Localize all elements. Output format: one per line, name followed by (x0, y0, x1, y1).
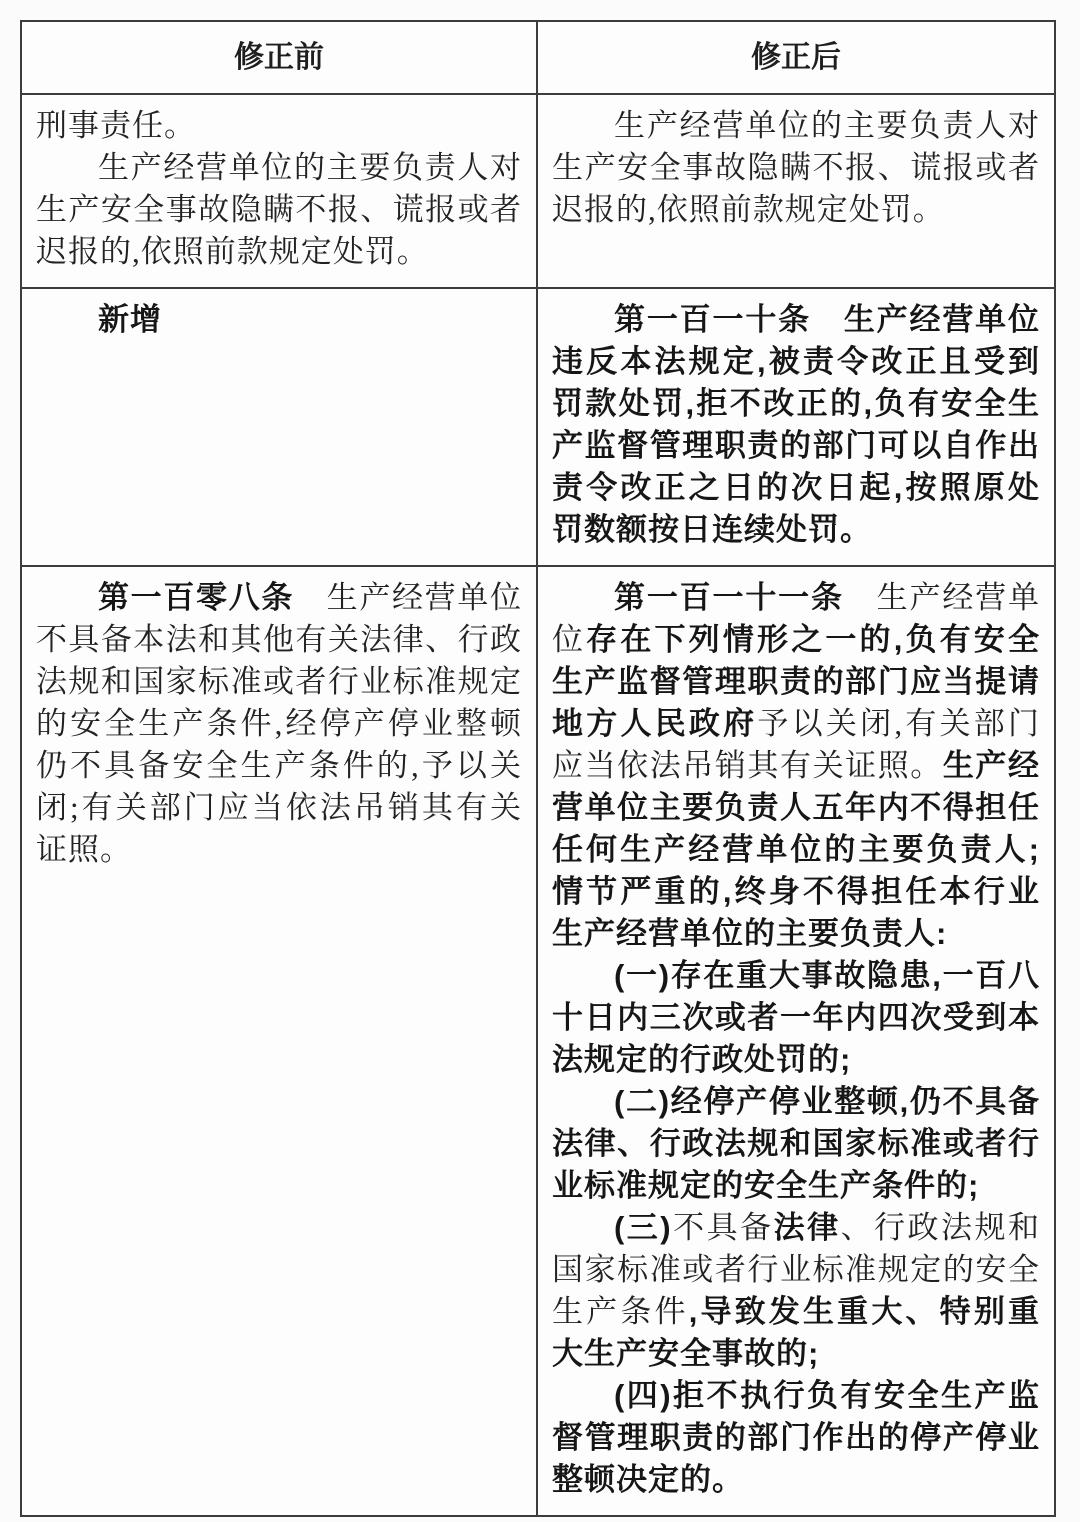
cell-before-row-2 (22, 289, 538, 565)
cell-after-row-1 (538, 95, 1054, 287)
amended-text-run: 生产经营单位主要负责人五年内不得担任任何生产经营单位的主要负责人;情节严重的,终身不得担任本行业生产经营单位的主要负责人: (552, 748, 1041, 951)
amended-text-run: (三) (614, 1210, 672, 1245)
table-row (22, 289, 1054, 567)
paragraph (552, 955, 1040, 1081)
amendment-comparison-table (20, 20, 1056, 1517)
amended-text-run: (二)经停产停业整顿,仍不具备法律、行政法规和国家标准或者行业标准规定的安全生产条件的; (552, 1084, 1040, 1203)
amended-text-run: (四)拒不执行负有安全生产监督管理职责的部门作出的停产停业整顿决定的。 (552, 1378, 1040, 1497)
text-run: 、行政法规和国家标准或者行业标准规定的安全生产条件 (552, 1210, 1041, 1329)
amended-text-run: ,导致发生重大、特别重大生产安全事故的; (552, 1294, 1040, 1371)
text-run: 刑事责任。 (36, 108, 196, 143)
text-run: 生产经营单位的主要负责人对生产安全事故隐瞒不报、谎报或者迟报的,依照前款规定处罚。 (552, 108, 1040, 227)
paragraph (552, 577, 1040, 955)
amended-text-run: 第一百一十一条 (614, 580, 877, 615)
paragraph (552, 1375, 1040, 1501)
paragraph (36, 577, 522, 871)
text-run: 生产经营单位的主要负责人对生产安全事故隐瞒不报、谎报或者迟报的,依照前款规定处罚。 (36, 150, 522, 269)
text-run: 生产经营单位不具备本法和其他有关法律、行政法规和国家标准或者行业标准规定的安全生产条件,经停产停业整顿仍不具备安全生产条件的,予以关闭;有关部门应当依法吊销其有关证照。 (36, 580, 523, 867)
table-row (22, 567, 1054, 1515)
paragraph (552, 105, 1040, 231)
paragraph (36, 299, 522, 341)
paragraph (552, 1207, 1040, 1375)
column-header-before-amendment: 修正前 (22, 22, 538, 93)
cell-after-row-3 (538, 567, 1054, 1515)
text-run: 予以关闭,有关部门应当依法吊销其有关证照。 (552, 706, 1041, 783)
cell-before-row-1 (22, 95, 538, 287)
paragraph (552, 1081, 1040, 1207)
text-run: 生产经营单位 (552, 580, 1041, 657)
paragraph (552, 299, 1040, 551)
paragraph (36, 147, 522, 273)
amended-text-run: 第一百零八条 (98, 580, 327, 615)
cell-after-row-2 (538, 289, 1054, 565)
amended-text-run: 新增 (98, 302, 162, 337)
paragraph (36, 105, 522, 147)
table-header-row (22, 22, 1054, 95)
amended-text-run: (一)存在重大事故隐患,一百八十日内三次或者一年内四次受到本法规定的行政处罚的; (552, 958, 1040, 1077)
cell-before-row-3 (22, 567, 538, 1515)
amended-text-run: 法律 (773, 1210, 841, 1245)
table-row (22, 95, 1054, 289)
amended-text-run: 存在下列情形之一的,负有安全生产监督管理职责的部门应当提请地方人民政府 (552, 622, 1040, 741)
text-run: 不具备 (671, 1210, 774, 1245)
amended-text-run: 第一百一十条 生产经营单位违反本法规定,被责令改正且受到罚款处罚,拒不改正的,负有安全生产监督管理职责的部门可以自作出责令改正之日的次日起,按照原处罚数额按日连续处罚。 (552, 302, 1040, 547)
column-header-after-amendment: 修正后 (751, 41, 841, 74)
